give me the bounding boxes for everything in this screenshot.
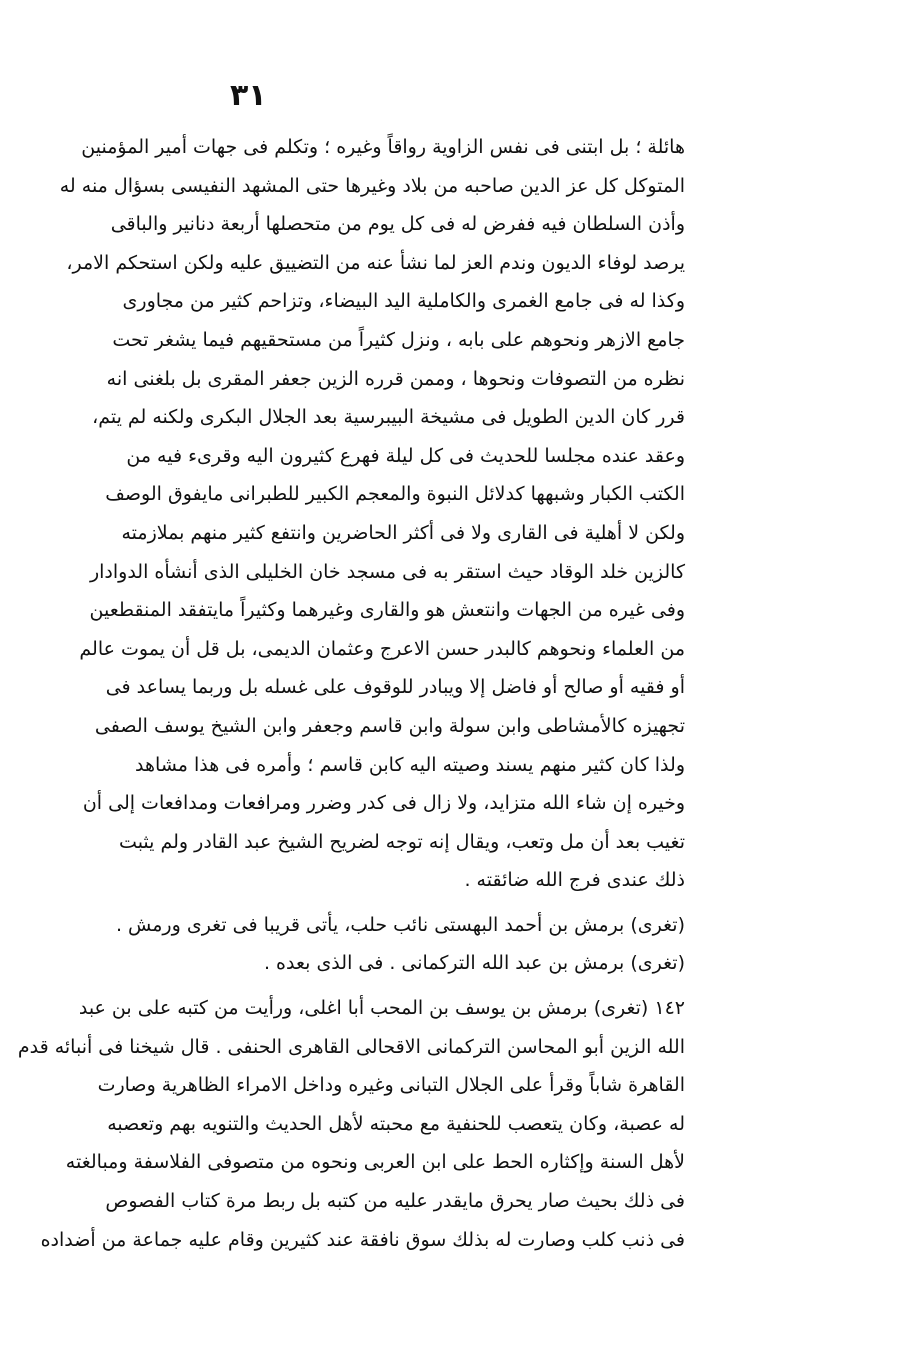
text-line: وخيره إن شاء الله متزايد، ولا زال فى كدر وضرر ومرافعات ومدافعات إلى أن: [82, 792, 685, 815]
text-line: نظره من التصوفات ونحوها ، وممن قرره الزين جعفر المقرى بل بلغنى انه: [106, 367, 685, 390]
text-line: جامع الازهر ونحوهم على بابه ، ونزل كثيراً من مستحقيهم فيما يشغر تحت: [112, 328, 685, 351]
text-line: هائلة ؛ بل ابتنى فى نفس الزاوية رواقاً وغيره ؛ وتكلم فى جهات أمير المؤمنين: [81, 136, 685, 158]
cross-reference-entry: (تغرى) برمش بن عبد الله التركمانى . فى الذى بعده .: [263, 952, 685, 975]
text-line: تجهيزه كالأمشاطى وابن سولة وابن قاسم وجعفر وابن الشيخ يوسف الصفى: [94, 714, 685, 737]
biography-entry-142: [17, 989, 685, 1259]
text-line: الله الزين أبو المحاسن التركمانى الاقحالى القاهرى الحنفى . قال شيخنا فى أنبائه قدم: [17, 1035, 685, 1058]
text-line: لأهل السنة وإكثاره الحط على ابن العربى ونحوه من متصوفى الفلاسفة ومبالغته: [65, 1151, 685, 1174]
text-line: فى ذلك بحيث صار يحرق مايقدر عليه من كتبه بل ربط مرة كتاب الفصوص: [105, 1190, 685, 1213]
text-line: وفى غيره من الجهات وانتعش هو والقارى وغيرهما وكثيراً مايتفقد المنقطعين: [89, 599, 685, 622]
text-line: يرصد لوفاء الديون وندم العز لما نشأ عنه من التضييق عليه ولكن استحكم الامر،: [66, 251, 685, 274]
text-line: المتوكل كل عز الدين صاحبه من بلاد وغيرها حتى المشهد النفيسى بسؤال منه له: [59, 174, 685, 197]
page-number: ٣١: [230, 78, 267, 113]
text-line: وأذن السلطان فيه ففرض له فى كل يوم من متحصلها أربعة دنانير والباقى: [110, 213, 685, 236]
text-line: قرر كان الدين الطويل فى مشيخة البيبرسية بعد الجلال البكرى ولكنه لم يتم،: [92, 406, 685, 429]
text-line: الكتب الكبار وشبهها كدلائل النبوة والمعجم الكبير للطبرانى مايفوق الوصف: [105, 483, 685, 506]
text-line: ولذا كان كثير منهم يسند وصيته اليه كابن قاسم ؛ وأمره فى هذا مشاهد: [135, 753, 685, 776]
paragraph-continued-biography: [59, 128, 685, 900]
main-text: [17, 128, 685, 1259]
text-line: أو فقيه أو صالح أو فاضل إلا ويبادر للوقوف على غسله بل وربما يساعد فى: [105, 676, 685, 699]
text-line: من العلماء ونحوهم كالبدر حسن الاعرج وعثمان الديمى، بل قل أن يموت عالم: [79, 637, 685, 660]
text-line: له عصبة، وكان يتعصب للحنفية مع محبته لأهل الحديث والتنويه بهم وتعصبه: [107, 1112, 685, 1135]
text-line: تغيب بعد أن مل وتعب، ويقال إنه توجه لضريح الشيخ عبد القادر ولم يثبت: [119, 830, 685, 853]
text-line: كالزين خلد الوقاد حيث استقر به فى مسجد خان الخليلى الذى أنشأه الدوادار: [89, 560, 685, 583]
text-line: ولكن لا أهلية فى القارى ولا فى أكثر الحاضرين وانتفع كثير منهم بملازمته: [121, 521, 685, 544]
text-line: القاهرة شاباً وقرأ على الجلال التبانى وغيره وداخل الامراء الظاهرية وصارت: [97, 1074, 685, 1097]
text-line: فى ذنب كلب وصارت له بذلك سوق نافقة عند كثيرين وقام عليه جماعة من أضداده: [40, 1228, 685, 1251]
text-line: ١٤٢ (تغرى) برمش بن يوسف بن المحب أبا اغلى، ورأيت من كتبه على بن عبد: [78, 997, 685, 1020]
text-line: وكذا له فى جامع الغمرى والكاملية اليد البيضاء، وتزاحم كثير من مجاورى: [122, 290, 685, 313]
cross-reference-entry: (تغرى) برمش بن أحمد البهستى نائب حلب، يأتى قريبا فى تغرى ورمش .: [115, 913, 685, 936]
text-line: ذلك عندى فرج الله ضائقته .: [464, 869, 685, 892]
text-line: وعقد عنده مجلسا للحديث فى كل ليلة فهرع كثيرون اليه وقرىء فيه من: [126, 444, 685, 467]
